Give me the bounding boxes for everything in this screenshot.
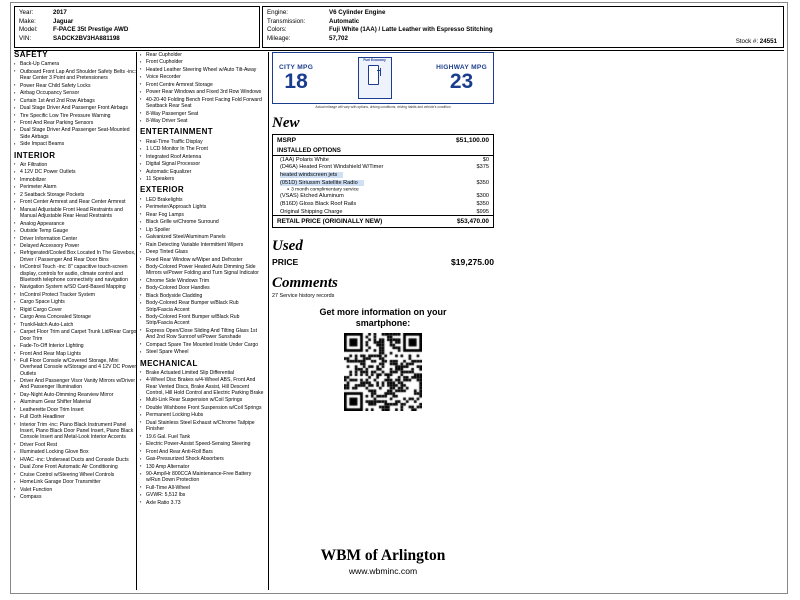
feature-item: ▪ 4 12V DC Power Outlets [14,169,138,175]
feature-item: ▪ Front And Rear Anti-Roll Bars [140,449,264,455]
model-label: Model: [19,26,38,34]
qr-headline-line1: Get more information on your [319,307,447,318]
feature-item: ▪ Interior Trim -inc: Piano Black Instrument Panel Insert, Piano Black Door Panel Insert, Piano Black Console Insert and Metal-Look Interior Accents [14,422,138,441]
feature-item: ▪ Cruise Control w/Steering Wheel Controls [14,472,138,478]
comments-text: 27 Service history records [272,293,335,300]
fuel-economy-icon [358,57,392,99]
feature-item: ▪ Navigation System w/SD Card-Based Mapping [14,284,138,290]
feature-item: ▪ Valet Function [14,487,138,493]
option-name: heated windscreen jets [280,172,343,178]
year-label: Year: [19,9,34,16]
feature-item: ▪ Rain Detecting Variable Intermittent Wipers [140,242,264,248]
engine-value: V6 Cylinder Engine [329,9,386,16]
feature-item: ▪ InControl Protect Tracker System [14,292,138,298]
feature-item: ▪ Analog Appearance [14,221,138,227]
feature-item: ▪ Air Filtration [14,162,138,168]
option-name: (D46A) Heated Front Windshield W/Timer [280,164,384,171]
used-price-value: $19,275.00 [450,257,494,268]
make-value: Jaguar [53,17,74,25]
feature-item: ▪ Dual Stainless Steel Exhaust w/Chrome Tailpipe Finisher [140,420,264,433]
transmission-value: Automatic [329,17,360,25]
installed-options-list [273,156,493,215]
vin-value: SADCK2BV3HA881198 [53,34,120,42]
feature-item: ▪ Dual Zone Front Automatic Air Conditioning [14,464,138,470]
feature-item: ▪ Immobilizer [14,177,138,183]
feature-item: ▪ Outboard Front Lap And Shoulder Safety Belts -inc: Rear Center 3 Point and Pretensioners [14,69,138,82]
feature-item: ▪ Front Cupholder [140,59,264,65]
feature-item: ▪ Deep Tinted Glass [140,249,264,255]
feature-item: ▪ Rigid Cargo Cover [14,307,138,313]
feature-item: ▪ Front And Rear Parking Sensors [14,120,138,126]
feature-item: ▪ 1 LCD Monitor In The Front [140,146,264,152]
feature-list [140,52,264,124]
section-title: SAFETY [14,50,48,59]
feature-item: ▪ Perimeter Alarm [14,184,138,190]
option-row [273,156,493,164]
option-row [273,200,493,208]
features-column-left [14,52,138,590]
feature-item: ▪ Axle Ratio 3.73 [140,500,264,506]
fuel-badge-line1: Fuel Economy [363,58,386,62]
feature-item: ▪ Manual Adjustable Front Head Restraints and Manual Adjustable Rear Head Restraints [14,207,138,220]
feature-item: ▪ Carpet Floor Trim and Carpet Trunk Lid/Rear Cargo Door Trim [14,329,138,342]
mileage-value: 57,702 [329,34,348,42]
option-price: $350 [476,201,489,208]
specs-box [262,6,784,48]
features-column-middle [140,52,264,590]
feature-item: ▪ Galvanized Steel/Aluminum Panels [140,234,264,240]
make-row [19,18,255,27]
feature-item: ▪ Dual Stage Driver And Passenger Seat-Mounted Side Airbags [14,127,138,140]
feature-item: ▪ Rear Cupholder [140,52,264,58]
feature-item: ▪ 4-Wheel Disc Brakes w/4-Wheel ABS, Front And Rear Vented Discs, Brake Assist, Hill Descent Control, Hill Hold Control and Electric Parking Brake [140,377,264,396]
feature-item: ▪ Trunk/Hatch Auto-Latch [14,322,138,328]
feature-item: ▪ Aluminum Gear Shifter Material [14,399,138,405]
feature-item: ▪ 90-Amp/Hr 800CCA Maintenance-Free Battery w/Run Down Protection [140,471,264,484]
option-row [273,208,493,216]
option-name: (B16D) Gloss Black Roof Rails [280,201,357,208]
new-section-title: New [272,115,300,131]
fuel-economy-band [272,52,494,104]
feature-item: ▪ Brake Actuated Limited Slip Differential [140,370,264,376]
feature-item: ▪ Real-Time Traffic Display [140,139,264,145]
feature-item: ▪ Double Wishbone Front Suspension w/Coil Springs [140,405,264,411]
feature-item: ▪ Chrome Side Windows Trim [140,278,264,284]
feature-item: ▪ Gas-Pressurized Shock Absorbers [140,456,264,462]
feature-item: ▪ Curtain 1st And 2nd Row Airbags [14,98,138,104]
feature-item: ▪ Driver Foot Rest [14,442,138,448]
feature-item: ▪ Cargo Space Lights [14,299,138,305]
engine-row [267,9,779,18]
feature-item: ▪ Rear Fog Lamps [140,212,264,218]
feature-item: ▪ Black Bodyside Cladding [140,293,264,299]
feature-item: ▪ 19.6 Gal. Fuel Tank [140,434,264,440]
dealer-url[interactable]: www.wbminc.com [348,566,418,576]
dealer-block [272,547,494,576]
section-title: INTERIOR [14,150,56,160]
feature-item: ▪ Full Floor Console w/Covered Storage, Mini Overhead Console w/Storage and 4 12V DC Power Outlets [14,358,138,377]
retail-price-value: $53,470.00 [457,218,489,226]
feature-item: ▪ Front And Rear Map Lights [14,351,138,357]
feature-item: ▪ Electric Power-Assist Speed-Sensing Steering [140,441,264,447]
feature-item: ▪ Integrated Roof Antenna [140,154,264,160]
used-price-label: PRICE [272,257,299,268]
stock-label: Stock #: [735,38,759,45]
qr-headline-line2: smartphone: [355,318,411,329]
feature-item: ▪ Multi-Link Rear Suspension w/Coil Springs [140,397,264,403]
qr-code-icon[interactable] [344,333,422,411]
feature-item: ▪ 11 Speakers [140,176,264,182]
feature-item: ▪ Leatherette Door Trim Insert [14,407,138,413]
feature-item: ▪ Voice Recorder [140,74,264,80]
feature-item: ▪ Body-Colored Front Bumper w/Black Rub Strip/Fascia Accent [140,314,264,327]
engine-label: Engine: [267,9,288,16]
option-price: $350 [476,179,489,186]
city-mpg [279,64,313,92]
option-price: $0 [482,156,489,163]
feature-item: ▪ Steel Spare Wheel [140,349,264,355]
vehicle-identity-box [14,6,260,48]
transmission-row [267,18,779,27]
feature-list [14,162,138,501]
new-pricing-box [272,134,494,228]
feature-item: ▪ Side Impact Beams [14,141,138,147]
installed-options-header [273,145,493,156]
retail-price-row [273,215,493,227]
model-row [19,26,255,35]
feature-item: ▪ Body-Colored Rear Bumper w/Black Rub Strip/Fascia Accent [140,300,264,313]
fuel-pump-icon [368,65,381,83]
feature-item: ▪ Automatic Equalizer [140,169,264,175]
option-name: Original Shipping Charge [280,208,343,215]
feature-item: ▪ Permanent Locking Hubs [140,412,264,418]
vin-label: VIN: [19,34,32,42]
option-name: (051D) Siriusxm Satellite Radio [280,180,364,186]
feature-item: ▪ Dual Stage Driver And Passenger Front Airbags [14,105,138,111]
feature-item: ▪ 2 Seatback Storage Pockets [14,192,138,198]
feature-item: ▪ Cargo Area Concealed Storage [14,314,138,320]
option-price: $375 [476,164,489,171]
feature-item: ▪ Fade-To-Off Interior Lighting [14,343,138,349]
year-value: 2017 [53,9,67,16]
feature-item: ▪ Compass [14,494,138,500]
option-row [273,171,493,179]
section-title: MECHANICAL [140,358,198,368]
option-row [273,179,493,187]
year-row [19,9,255,18]
qr-wrapper [272,333,494,411]
feature-item: ▪ Tire Specific Low Tire Pressure Warning [14,113,138,119]
feature-list [140,139,264,183]
feature-item: ▪ Airbag Occupancy Sensor [14,90,138,96]
feature-item: ▪ Power Rear Windows and Fixed 3rd Row Windows [140,89,264,95]
option-row [273,164,493,172]
colors-value: Fuji White (1AA) / Latte Leather with Espresso Stitching [329,26,493,34]
msrp-label: MSRP [277,136,297,144]
feature-item: ▪ Heated Leather Steering Wheel w/Auto Tilt-Away [140,67,264,73]
feature-item: ▪ Refrigerated/Cooled Box Located In The Glovebox, Driver / Passenger And Rear Door Bins [14,250,138,263]
feature-item: ▪ Full Cloth Headliner [14,414,138,420]
feature-list [140,370,264,506]
feature-item: ▪ Lip Spoiler [140,227,264,233]
feature-item: ▪ Body-Colored Door Handles [140,285,264,291]
model-value: F-PACE 35t Prestige AWD [53,26,129,34]
msrp-value: $51,100.00 [455,136,489,144]
mileage-row [267,35,779,44]
feature-item: ▪ Back-Up Camera [14,61,138,67]
feature-item: ▪ InControl Touch -inc: 8" capacitive touch-screen display, controls for audio, climate control and Bluetooth telephone connectivity and navigation [14,264,138,283]
section-title: EXTERIOR [140,185,185,195]
used-section-title: Used [272,238,303,255]
header-divider [14,50,784,51]
option-price: $995 [476,208,489,215]
feature-item: ▪ Outside Temp Gauge [14,228,138,234]
feature-item: ▪ 8-Way Passenger Seat [140,111,264,117]
feature-item: ▪ Full-Time All-Wheel [140,485,264,491]
feature-item: ▪ Express Open/Close Sliding And Tilting Glass 1st And 2nd Row Sunroof w/Power Sunshade [140,328,264,341]
feature-item: ▪ Body-Colored Power Heated Auto Dimming Side Mirrors w/Power Folding and Turn Signal Indicator [140,264,264,277]
feature-item: ▪ 8-Way Driver Seat [140,118,264,124]
option-name: (VSAS) Etched Aluminum [280,193,344,200]
section-title: ENTERTAINMENT [140,127,214,137]
feature-item: ▪ 40-20-40 Folding Bench Front Facing Fold Forward Seatback Rear Seat [140,97,264,110]
feature-item: ▪ Black Grille w/Chrome Surround [140,219,264,225]
city-mpg-label: CITY MPG [279,64,314,71]
pricing-column [272,52,784,590]
feature-item: ▪ HVAC -inc: Underseat Ducts and Console Ducts [14,457,138,463]
feature-item: ▪ Power Rear Child Safety Locks [14,83,138,89]
feature-list [140,197,264,356]
retail-price-label: RETAIL PRICE (ORIGINALLY NEW) [277,218,383,226]
feature-item: ▪ Driver And Passenger Visor Vanity Mirrors w/Driver And Passenger Illumination [14,378,138,391]
installed-options-label: INSTALLED OPTIONS [277,146,341,154]
feature-item: ▪ Delayed Accessory Power [14,243,138,249]
feature-item: ▪ Driver Information Center [14,236,138,242]
msrp-row [273,135,493,145]
mpg-disclaimer: Actual mileage will vary with options, driving conditions, driving habits and vehicle's condition [315,105,451,109]
highway-mpg [436,64,487,92]
used-price-row [272,257,494,267]
qr-headline [272,307,494,329]
transmission-label: Transmission: [267,17,306,25]
option-row [273,193,493,201]
feature-item: ▪ 130 Amp Alternator [140,464,264,470]
feature-list [14,61,138,147]
mileage-label: Mileage: [267,34,291,42]
dealer-name: WBM of Arlington [320,547,446,564]
make-label: Make: [19,17,36,25]
feature-item: ▪ Compact Spare Tire Mounted Inside Under Cargo [140,342,264,348]
feature-item: ▪ LED Brakelights [140,197,264,203]
vin-row [19,35,255,44]
option-name: (1AA) Polaris White [280,156,329,163]
stock-value: 24551 [759,38,777,45]
highway-mpg-label: HIGHWAY MPG [436,64,487,71]
feature-item: ▪ Front Centre Armrest Storage [140,82,264,88]
city-mpg-value: 18 [284,70,308,93]
feature-item: ▪ Front Center Armrest and Rear Center Armrest [14,199,138,205]
feature-item: ▪ Illuminated Locking Glove Box [14,449,138,455]
option-subitem: ● 3 month complimentary service [273,186,493,192]
highway-mpg-value: 23 [449,70,474,93]
colors-label: Colors: [267,26,287,34]
option-price: $300 [476,193,489,200]
feature-item: ▪ GVWR: 5,512 lbs [140,492,264,498]
feature-item: ▪ Digital Signal Processor [140,161,264,167]
comments-title: Comments [272,275,338,292]
column-divider-2 [268,52,269,590]
feature-item: ▪ Fixed Rear Window w/Wiper and Defroster [140,257,264,263]
feature-item: ▪ HomeLink Garage Door Transmitter [14,479,138,485]
stock-row [736,38,777,45]
colors-row [267,26,779,35]
feature-item: ▪ Day-Night Auto-Dimming Rearview Mirror [14,392,138,398]
feature-item: ▪ Perimeter/Approach Lights [140,204,264,210]
